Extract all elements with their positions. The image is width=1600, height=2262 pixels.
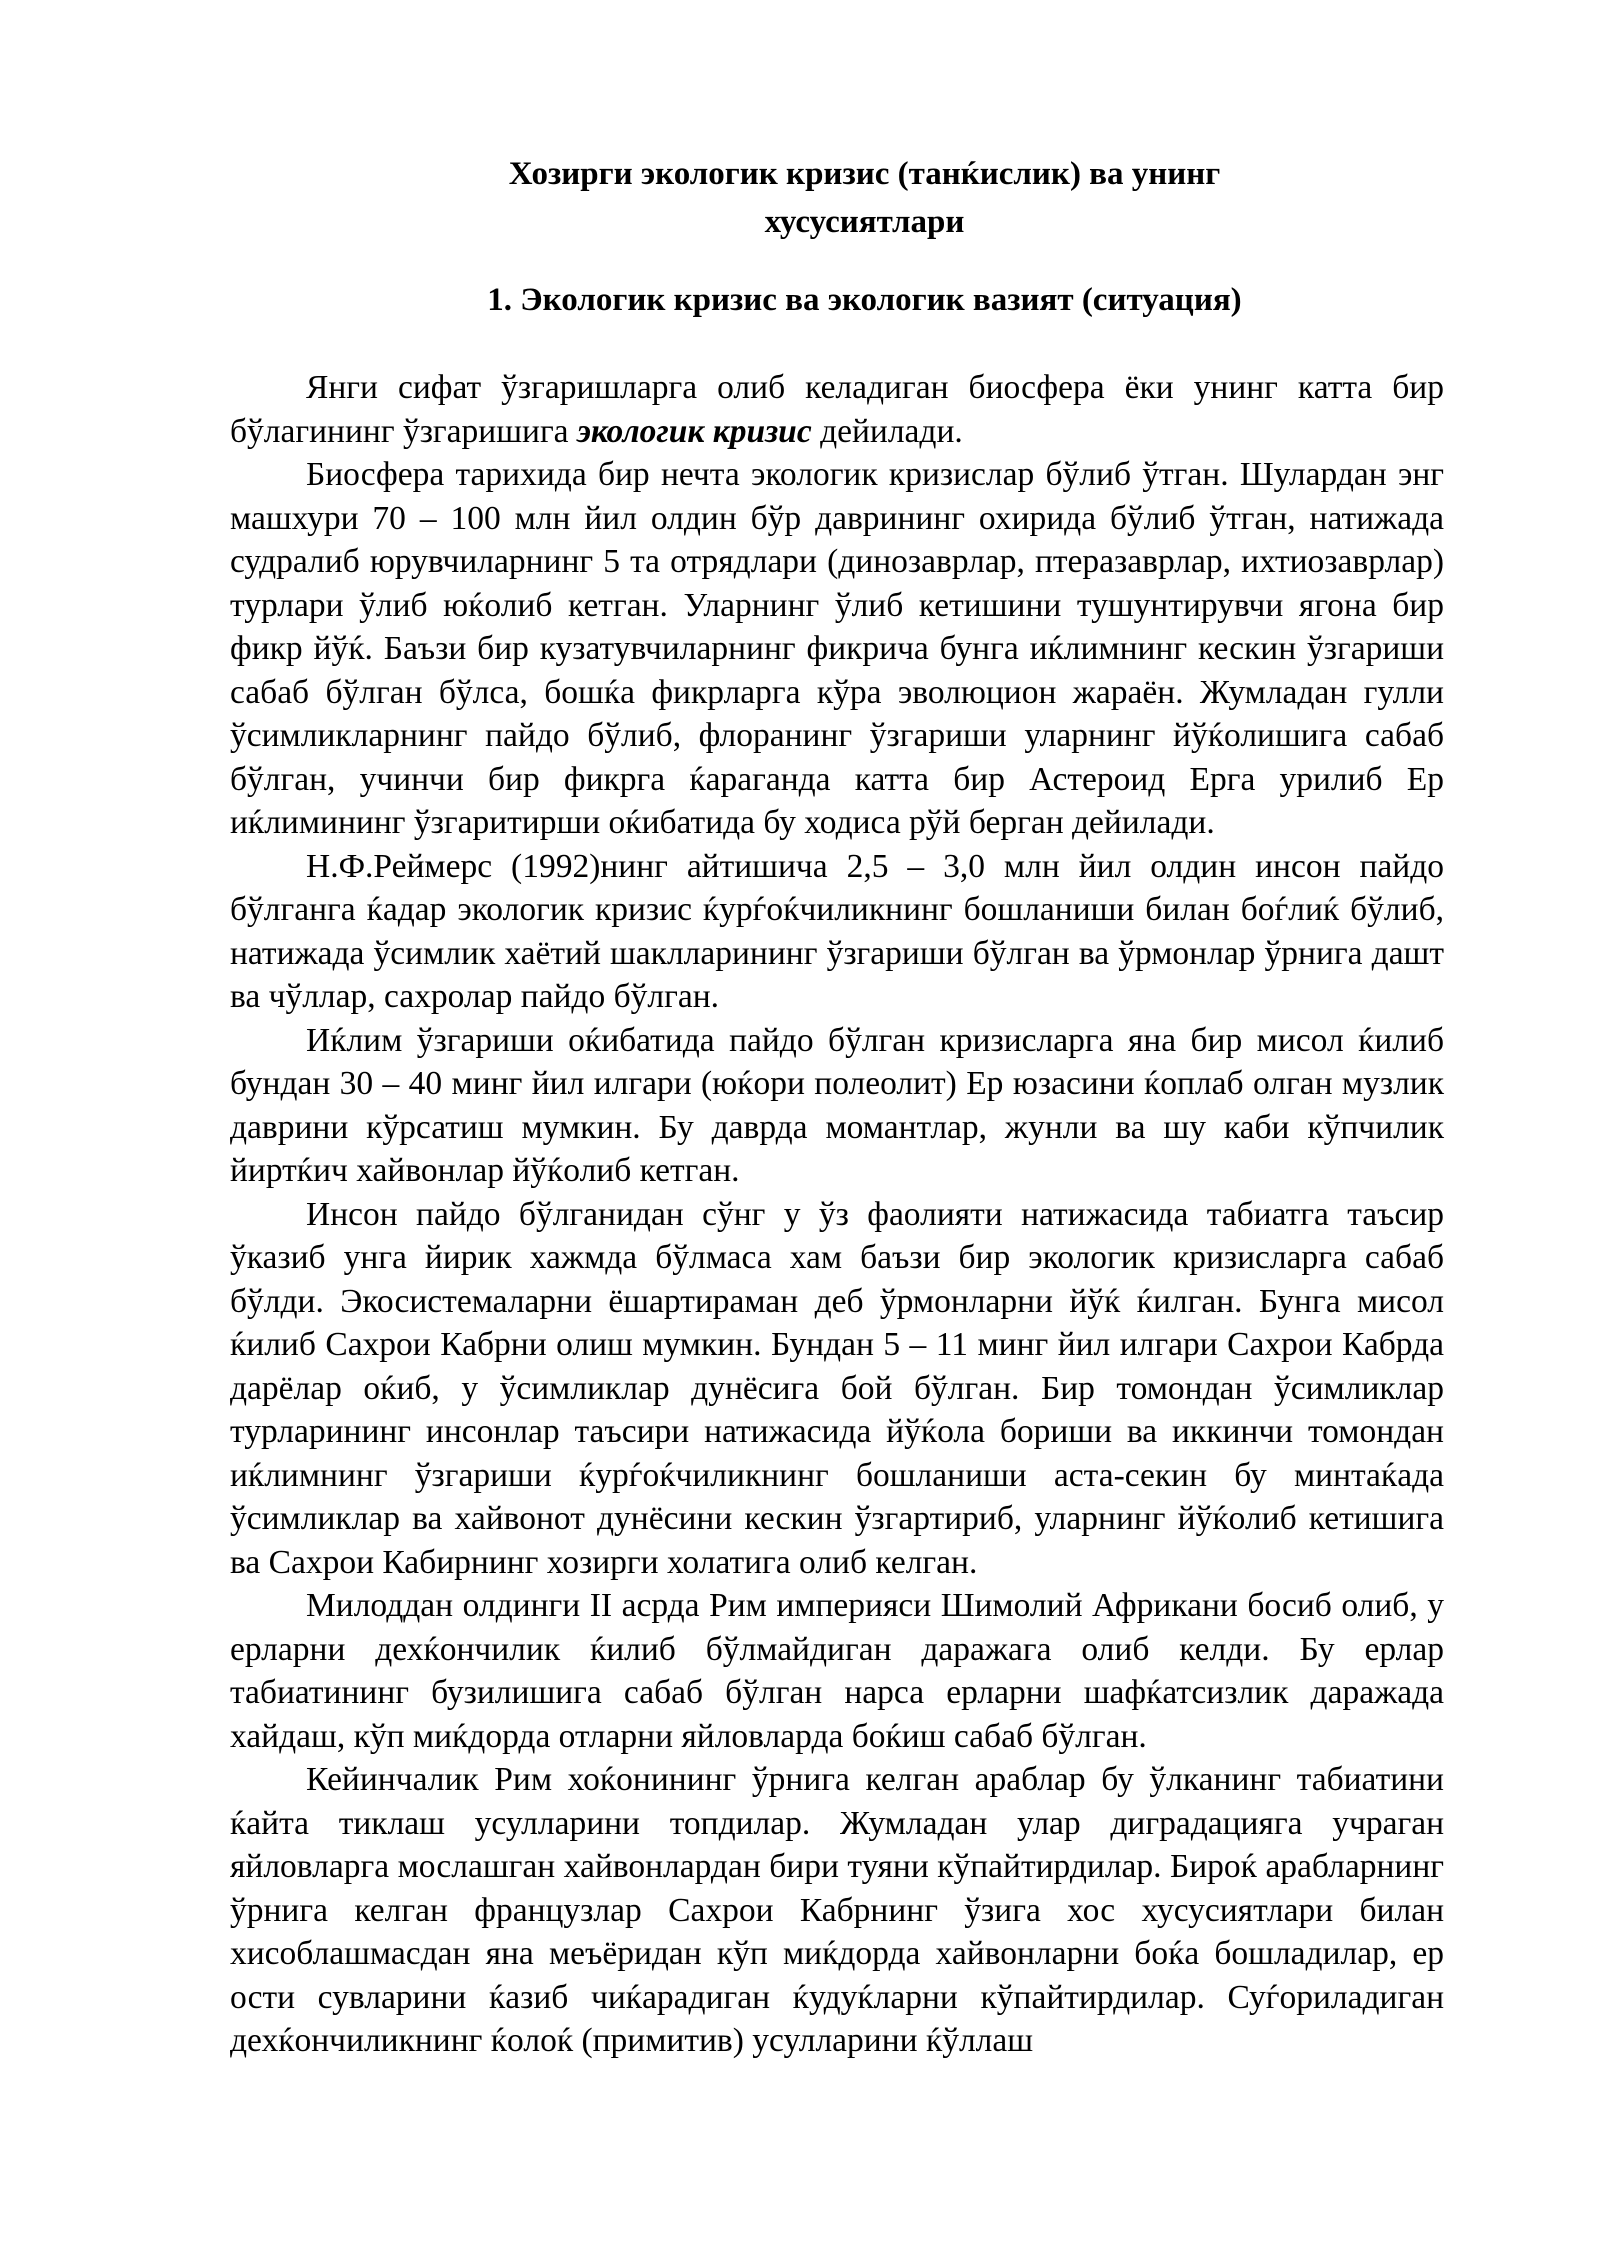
document-page <box>230 150 1444 2063</box>
paragraph-7: Кейинчалик Рим хоќонининг ўрнига келган араблар бу ўлканинг табиатини ќайта тиклаш усулларини топдилар. Жумладан улар диградацияга учраган яйловларга мослашган хайвонлардан бири туяни кўпайтирдилар. Бироќ арабларнинг ўрнига келган французлар Сахрои Кабрнинг ўзига хос хусусиятлари билан хисоблашмасдан яна меъёридан кўп миќдорда хайвонларни боќа бошладилар, ер ости сувларини ќазиб чиќарадиган ќудуќларни кўпайтирдилар. Суѓориладиган дехќончиликнинг ќолоќ (примитив) усулларини ќўллаш <box>230 1761 1444 2059</box>
title-line-1: Хозирги экологик кризис (танќислик) ва унинг <box>508 156 1221 192</box>
defined-term: экологик кризис <box>576 412 812 450</box>
title-line-2: хусусиятлари <box>764 204 965 240</box>
document-body <box>230 366 1444 2063</box>
section-title: 1. Экологик кризис ва экологик вазият (ситуация) <box>487 282 1242 318</box>
paragraph-6: Милоддан олдинги II асрда Рим империяси Шимолий Африкани босиб олиб, у ерларни дехќончилик ќилиб бўлмайдиган даражага олиб келди. Бу ерлар табиатининг бузилишига сабаб бўлган нарса ерларни шафќатсизлик даражада хайдаш, кўп миќдорда отларни яйловларда боќиш сабаб бўлган. <box>230 1587 1444 1755</box>
paragraph-4: Иќлим ўзгариши оќибатида пайдо бўлган кризисларга яна бир мисол ќилиб бундан 30 – 40 минг йил илгари (юќори полеолит) Ер юзасини ќоплаб олган музлик даврини кўрсатиш мумкин. Бу даврда момантлар, жунли ва шу каби кўпчилик йиртќич хайвонлар йўќолиб кетган. <box>230 1021 1444 1189</box>
paragraph-1-after: дейилади. <box>811 412 963 450</box>
paragraph-3: Н.Ф.Реймерс (1992)нинг айтишича 2,5 – 3,0 млн йил олдин инсон пайдо бўлганга ќадар экологик кризис ќурѓоќчиликнинг бошланиши билан боѓлиќ бўлиб, натижада ўсимлик хаётий шаклларининг ўзгариши бўлган ва ўрмонлар ўрнига дашт ва чўллар, сахролар пайдо бўлган. <box>230 847 1444 1015</box>
paragraph-1-before: Янги сифат ўзгаришларга олиб келадиган биосфера ёки унинг катта бир бўлагининг ўзгаришига <box>230 369 1444 450</box>
paragraph-2: Биосфера тарихида бир нечта экологик кризислар бўлиб ўтган. Шулардан энг машхури 70 – 100 млн йил олдин бўр даврининг охирида бўлиб ўтган, натижада судралиб юрувчиларнинг 5 та отрядлари (динозаврлар, птеразаврлар, ихтиозаврлар) турлари ўлиб юќолиб кетган. Уларнинг ўлиб кетишини тушунтирувчи ягона бир фикр йўќ. Баъзи бир кузатувчиларнинг фикрича бунга иќлимнинг кескин ўзгариши сабаб бўлган бўлса, бошќа фикрларга кўра эволюцион жараён. Жумладан гулли ўсимликларнинг пайдо бўлиб, флоранинг ўзгариши уларнинг йўќолишига сабаб бўлган, учинчи бир фикрга ќараганда катта бир Астероид Ерга урилиб Ер иќлимининг ўзгаритирши оќибатида бу ходиса рўй берган дейилади. <box>230 456 1444 841</box>
paragraph-5: Инсон пайдо бўлганидан сўнг у ўз фаолияти натижасида табиатга таъсир ўказиб унга йирик хажмда бўлмаса хам баъзи бир экологик кризисларга сабаб бўлди. Экосистемаларни ёшартираман деб ўрмонларни йўќ ќилган. Бунга мисол ќилиб Сахрои Кабрни олиш мумкин. Бундан 5 – 11 минг йил илгари Сахрои Кабрда дарёлар оќиб, у ўсимликлар дунёсига бой бўлган. Бир томондан ўсимликлар турларининг инсонлар таъсири натижасида йўќола бориши ва иккинчи томондан иќлимнинг ўзгариши ќурѓоќчиликнинг бошланиши аста-секин бу минтаќада ўсимликлар ва хайвонот дунёсини кескин ўзгартириб, уларнинг йўќолиб кетишига ва Сахрои Кабирнинг хозирги холатига олиб келган. <box>230 1195 1444 1581</box>
document-title <box>230 150 1444 246</box>
paragraph-1 <box>230 366 1444 453</box>
